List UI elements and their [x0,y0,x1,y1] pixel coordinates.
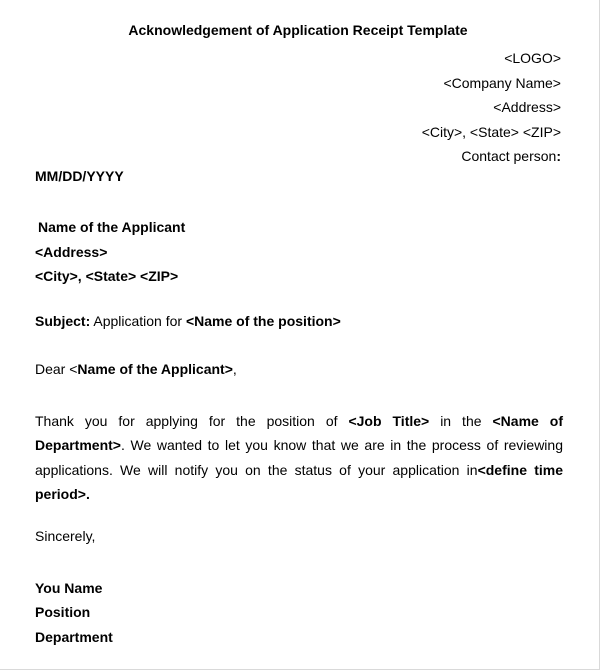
sender-logo: <LOGO> [504,50,561,66]
sender-contact-person [422,144,561,169]
body-paragraph [35,409,563,506]
subject-position: <Name of the position> [185,313,341,329]
signature-position: Position [35,604,91,621]
body-define-time: <define time period>. [35,461,563,502]
letter-date: MM/DD/YYYY [35,168,124,184]
signature-department: Department [35,628,113,645]
body-department: <Name of Department> [35,413,563,454]
body-part-1: Thank you for applying for the position of [35,413,349,429]
sender-address: <Address> [493,99,561,115]
contact-person-colon: : [556,148,561,164]
closing: Sincerely, [35,528,96,544]
signature-name: You Name [35,580,103,596]
subject-label: Subject: [35,313,91,329]
sender-block [422,46,561,169]
recipient-city-state-zip: <City>, <State> <ZIP> [35,268,179,284]
sender-city-state-zip: <City>, <State> <ZIP> [421,123,561,140]
salutation-end: , [232,361,237,377]
subject-line [35,313,341,329]
body-job-title: <Job Title> [348,413,430,429]
document-title: Acknowledgement of Application Receipt Template [128,22,468,38]
sender-company-name: <Company Name> [443,74,561,91]
salutation-greeting: Dear < [35,361,78,377]
recipient-address: <Address> [35,243,108,260]
contact-person-label: Contact person [461,148,557,164]
salutation [35,361,237,377]
recipient-name: Name of the Applicant [38,219,186,235]
body-part-3: . We wanted to let you know that we are in the process of reviewing applications. We will notify you on the status of your application in [35,437,563,478]
recipient-block [35,215,185,289]
salutation-name: Name of the Applicant> [77,361,233,377]
subject-text: Application for [90,313,186,329]
signature-block [35,576,113,649]
body-part-2: in the [429,413,493,429]
